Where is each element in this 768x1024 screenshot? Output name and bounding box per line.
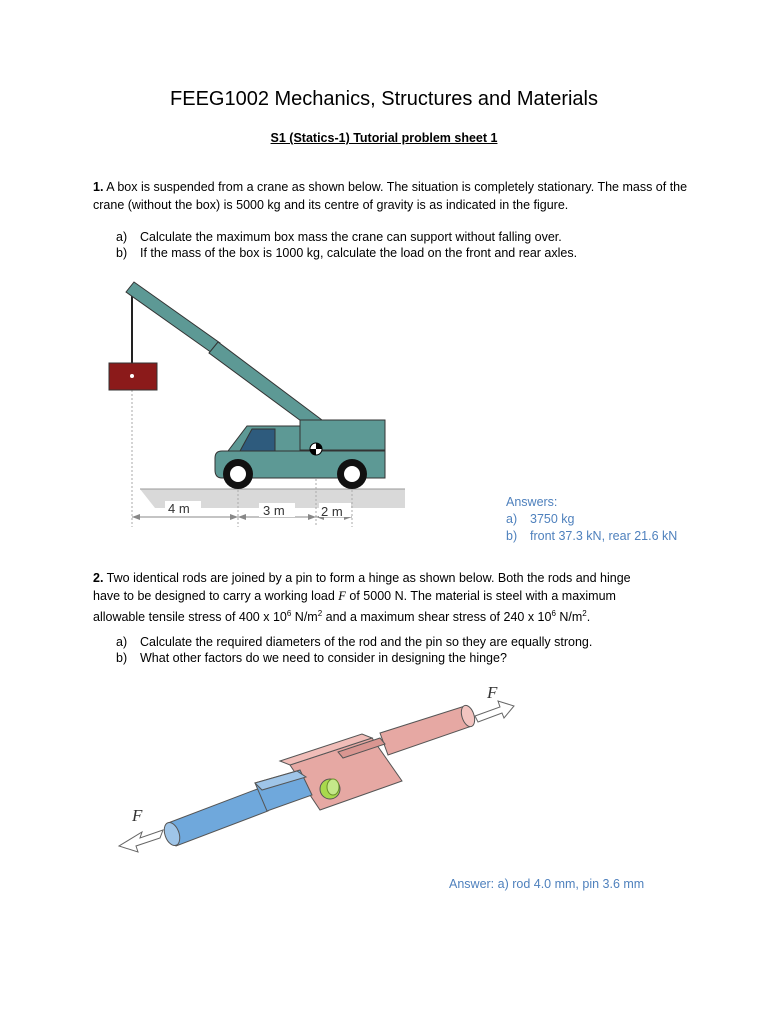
question-2b bbox=[116, 650, 592, 666]
answer-1b bbox=[506, 528, 677, 545]
crane-boom-lower bbox=[209, 342, 326, 432]
answer-marker: b) bbox=[506, 529, 518, 543]
dimension-3m: 3 m bbox=[263, 503, 285, 518]
dimension-2m: 2 m bbox=[321, 504, 343, 519]
problem-2-questions bbox=[116, 634, 592, 666]
problem-2-number: 2. bbox=[93, 571, 104, 585]
answer-1a bbox=[506, 511, 677, 528]
question-marker: b) bbox=[116, 246, 128, 260]
sheet-subtitle: S1 (Statics-1) Tutorial problem sheet 1 bbox=[270, 131, 498, 145]
answer-text: 3750 kg bbox=[530, 512, 575, 526]
crane-boom-upper bbox=[126, 282, 220, 353]
dimension-4m: 4 m bbox=[168, 501, 190, 516]
answer-marker: a) bbox=[506, 512, 518, 526]
force-label-left: F bbox=[132, 806, 143, 825]
problem-1-text bbox=[93, 178, 693, 214]
problem-1-body: A box is suspended from a crane as shown below. The situation is completely stationary. The mass of the crane (without the box) is 5000 kg and its centre of gravity is as indicated in the figure. bbox=[93, 180, 688, 212]
problem-1-questions bbox=[116, 229, 577, 261]
problem-1-answers bbox=[506, 494, 677, 545]
force-arrow-left bbox=[119, 830, 163, 852]
question-text: If the mass of the box is 1000 kg, calculate the load on the front and rear axles. bbox=[140, 246, 578, 260]
page-title: FEEG1002 Mechanics, Structures and Materials bbox=[170, 88, 598, 110]
force-arrow-right bbox=[475, 701, 514, 722]
question-marker: a) bbox=[116, 635, 128, 649]
question-text: Calculate the maximum box mass the crane can support without falling over. bbox=[140, 230, 562, 244]
problem-2-line-3: allowable tensile stress of 400 x $10^6$ $N/m^2$ and a maximum shear stress of 240 x $10^6$ $N/m^2$. bbox=[93, 609, 591, 625]
question-1a bbox=[116, 229, 577, 245]
problem-2-text bbox=[93, 569, 693, 626]
question-1b bbox=[116, 245, 577, 261]
hinge-figure bbox=[100, 675, 540, 875]
right-clevis bbox=[290, 738, 402, 810]
left-rod bbox=[168, 788, 268, 846]
right-rod bbox=[380, 706, 472, 755]
problem-2-line-2: have to be designed to carry a working load F of 5000 N. The material is steel with a maximum bbox=[93, 589, 616, 603]
question-marker: a) bbox=[116, 230, 128, 244]
question-2a bbox=[116, 634, 592, 650]
crane-figure bbox=[0, 270, 420, 530]
problem-1-number: 1. bbox=[93, 180, 104, 194]
answers-heading: Answers: bbox=[506, 495, 558, 509]
problem-2-answer: Answer: a) rod 4.0 mm, pin 3.6 mm bbox=[449, 877, 645, 891]
question-marker: b) bbox=[116, 651, 128, 665]
question-text: What other factors do we need to consider in designing the hinge? bbox=[140, 651, 507, 665]
answer-text: front 37.3 kN, rear 21.6 kN bbox=[530, 529, 678, 543]
force-label-right: F bbox=[487, 683, 498, 702]
question-text: Calculate the required diameters of the rod and the pin so they are equally strong. bbox=[140, 635, 593, 649]
problem-2-line-1: 2. Two identical rods are joined by a pin to form a hinge as shown below. Both the rods and hinge bbox=[93, 571, 631, 585]
